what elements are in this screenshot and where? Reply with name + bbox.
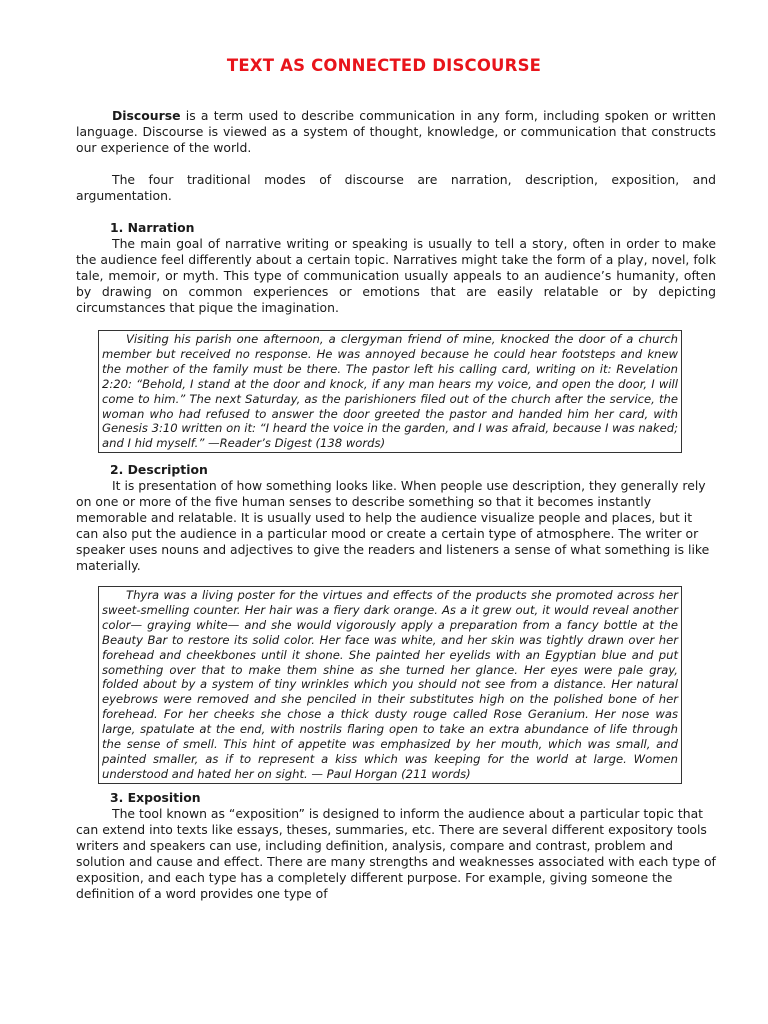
section-heading: 3. Exposition — [110, 790, 201, 805]
intro-paragraph — [76, 108, 716, 156]
section-description — [76, 462, 716, 574]
description-example-text: Thyra was a living poster for the virtues and effects of the products she promoted across her sweet-smelling counter. Her hair was a fiery dark orange. As a it grew out, it would reveal another color— graying white— and she would vigorously apply a preparation from a fancy bottle at the Beauty Bar to restore its solid color. Her face was white, and her skin was tightly drawn over her forehead and cheekbones until it shone. She painted her eyelids with an Egyptian blue and put something over that to make them shine as she turned her glance. Her eyes were pale gray, folded about by a system of tiny wrinkles which you should not see from a distance. Her natural eyebrows were removed and she penciled in their substitutes high on the polished bone of her forehead. For her cheeks she chose a thick dusty rouge called Rose Geranium. Her nose was large, spatulate at the end, with nostrils flaring open to take an extra abundance of life through the sense of smell. This hint of appetite was emphasized by her mouth, which was small, and painted smaller, as if to represent a kiss which was keeping for the world at large. Women understood and hated her on sight. — Paul Horgan (211 words) — [102, 588, 678, 781]
section-heading: 1. Narration — [110, 220, 195, 235]
intro-text: is a term used to describe communication in any form, including spoken or written language. Discourse is viewed as a system of thought, knowledge, or communication that constructs our experience of the world. — [76, 108, 716, 155]
section-heading: 2. Description — [110, 462, 208, 477]
section-text: It is presentation of how something looks like. When people use description, they generally rely on one or more of the five human senses to describe something so that it becomes instantly memorable and relatable. It is usually used to help the audience visualize people and places, but it can also put the audience in a particular mood or create a certain type of atmosphere. The writer or speaker uses nouns and adjectives to give the readers and listeners a sense of what something is like materially. — [76, 478, 710, 573]
narration-example-box — [98, 330, 682, 453]
section-exposition — [76, 790, 716, 902]
page-title: TEXT AS CONNECTED DISCOURSE — [226, 56, 542, 75]
narration-example-text: Visiting his parish one afternoon, a clergyman friend of mine, knocked the door of a church member but received no response. He was annoyed because he could hear footsteps and knew the mother of the family must be there. The pastor left his calling card, writing on it: Revelation 2:20: “Behold, I stand at the door and knock, if any man hears my voice, and open the door, I will come to him.” The next Saturday, as the parishioners filed out of the church after the service, the woman who had refused to answer the door greeted the pastor and handed him her card, with Genesis 3:10 written on it: “I heard the voice in the garden, and I was afraid, because I was naked; and I hid myself.” —Reader’s Digest (138 words) — [102, 332, 678, 451]
modes-paragraph: The four traditional modes of discourse are narration, description, exposition, and argumentation. — [76, 172, 716, 203]
section-narration — [76, 220, 716, 316]
description-example-box — [98, 586, 682, 784]
section-text: The tool known as “exposition” is designed to inform the audience about a particular topic that can extend into texts like essays, theses, summaries, etc. There are several different expository tools writers and speakers can use, including definition, analysis, compare and contrast, problem and solution and cause and effect. There are many strengths and weaknesses associated with each type of exposition, and each type has a completely different purpose. For example, giving someone the definition of a word provides one type of — [76, 806, 716, 901]
section-text: The main goal of narrative writing or speaking is usually to tell a story, often in order to make the audience feel differently about a certain topic. Narratives might take the form of a play, novel, folk tale, memoir, or myth. This type of communication usually appeals to an audience’s humanity, often by drawing on common experiences or emotions that are easily relatable or by depicting circumstances that pique the imagination. — [76, 236, 716, 315]
discourse-term: Discourse — [112, 108, 181, 123]
